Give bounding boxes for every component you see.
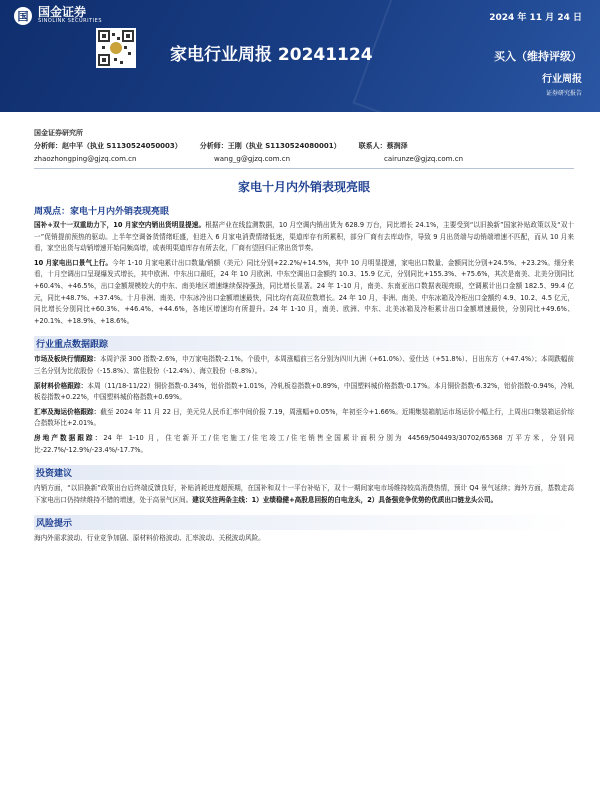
paragraph-text: 海内外需求波动、行业竞争加剧、原材料价格波动、汇率波动、关税波动风险。	[34, 534, 265, 543]
paragraph-market	[34, 354, 574, 377]
paragraph-text: 本周（11/18-11/22）铜价指数-0.34%，铝价指数+1.01%，冷轧板卷指数+0.89%，中国塑料城价格指数-0.17%。本月铜价指数-6.32%，铝价指数-0.94%，冷轧板卷指数+0.22%，中国塑料城价格指数+0.69%。	[34, 381, 574, 402]
paragraph-lead: 汇率及海运价格跟踪：	[34, 407, 101, 416]
section-data-tracking-heading: 行业重点数据跟踪	[34, 336, 574, 351]
paragraph-investment	[34, 483, 574, 506]
section-weekly-view-heading: 周观点：家电十月内外销表现亮眼	[34, 207, 170, 217]
email-2[interactable]: wang_g@gjzq.com.cn	[214, 155, 291, 163]
analyst-1: 分析师：赵中平（执业 S1130524050003）	[34, 142, 182, 150]
report-type: 行业周报	[542, 74, 582, 85]
paragraph-domestic-sales	[34, 220, 574, 255]
email-3[interactable]: cairunze@gjzq.com.cn	[384, 155, 464, 163]
paragraph-exports	[34, 258, 574, 328]
paragraph-lead: 10 月家电出口景气上行。	[34, 258, 113, 267]
paragraph-lead: 原材料价格跟踪：	[34, 381, 88, 390]
report-body	[34, 128, 574, 545]
divider	[34, 168, 574, 169]
institute-name: 国金证券研究所	[34, 129, 83, 137]
paragraph-text: 截至 2024 年 11 月 22 日，美元兑人民币汇率中间价报 7.19，周涨幅+0.05%，年初至今+1.66%。近期集装箱航运市场运价小幅上行，上周出口集装箱运价综合指数环比+2.01%。	[34, 407, 574, 428]
paragraph-text: 内销方面，“以旧换新”政策出台后终端反馈良好，补贴消耗进度超预期，在国补和双十一平台补贴下，双十一期间家电市场维持较高消费热情，预计 Q4 景气延续；海外方面，基数走高下家电出口仍持续维持不错的增速，处于高景气区间。	[34, 484, 574, 504]
report-date: 2024 年 11 月 24 日	[489, 13, 582, 23]
paragraph-risk	[34, 533, 574, 545]
paragraph-lead: 市场及板块行情跟踪：	[34, 355, 100, 364]
paragraph-text: 根据产业在线监测数据，10 月空调内销出货为 628.9 万台，同比增长 24.1%，主要受到“以旧换新”国家补贴政策以及“双十一”促销提前预热的驱动。上半年空调备货情绪旺盛，但进入 6 月家电消费情绪低迷，渠道库存有所累积，部分厂商有去库动作，导致 9 月出货端与动销端增速不匹配，而从 10 月来看，家空出货与动销增速开始同频高增，或表明渠道库存有所去化，厂商有望回归正常出货节奏。	[34, 221, 575, 253]
analyst-2: 分析师：王刚（执业 S1130524080001）	[199, 142, 341, 150]
report-subtype: 证券研究报告	[545, 90, 582, 97]
company-logo	[14, 6, 102, 25]
rating-label: 买入（维持评级）	[494, 50, 582, 63]
paragraph-text: 本周沪深 300 指数-2.6%，申万家电指数-2.1%。个股中，本周涨幅前三名分别为四川九洲（+61.0%）、爱仕达（+51.8%）、日出东方（+47.4%）；本周跌幅前三名分别为比依股份（-15.8%）、富佳股份（-12.4%）、海立股份（-8.8%）。	[34, 355, 575, 375]
contact-person: 联系人：蔡润泽	[358, 142, 408, 150]
header-banner	[0, 0, 600, 112]
paragraph-real-estate	[34, 433, 574, 456]
email-1[interactable]: zhaozhongping@gjzq.com.cn	[34, 155, 137, 163]
section-investment-heading: 投资建议	[34, 465, 574, 480]
logo-mark-icon: 国	[14, 7, 32, 25]
paragraph-lead: 国补+双十一双重助力下，10 月家空内销出货明显提速。	[34, 221, 206, 229]
report-header-title: 家电行业周报 20241124	[170, 45, 373, 65]
logo-en: SINOLINK SECURITIES	[38, 18, 102, 24]
paragraph-text: 今年 1-10 月家电累计出口数量/销额（美元）同比分别+22.2%/+14.5%，其中 10 月明显提速，家电出口数量、金额同比分别+24.5%、+23.2%。细分来看，十月空调出口呈现爆发式增长，其中欧洲、中东出口最旺，24 年 10 月欧洲、中东空调出口金额约 10.3、15.9 亿元，分别同比+155.3%、+75.6%，其次是南美、北美分别同比+60.4%、+46.5%，出口金额规模较大的中东、南美地区增速继续保持强劲，同比增长显著。24 年 1-10 月，南美、东南亚出口数据表现亮眼，空调累计出口金额 182.5、99.4 亿元，同比+48.7%、+37.4%。十月非洲、南美、中东冰冷出口金额增速最快，同比均有高双位数增长。24 年 10 月，非洲、南美、中东冰箱及冷柜出口金额约 4.9、10.2、4.5 亿元，同比增长分别同比+60.3%、+46.4%、+44.6%，各地区增速均有所提升。24 年 1-10 月，南美、欧洲、中东、北美冰箱及冷柜累计出口金额增速最快，分别同比+49.6%、+20.1%、+18.9%、+18.6%。	[34, 258, 574, 325]
paragraph-fx-shipping	[34, 407, 574, 430]
email-line	[34, 155, 574, 163]
section-risk-heading: 风险提示	[34, 515, 574, 530]
analyst-line	[34, 141, 574, 151]
paragraph-materials	[34, 381, 574, 404]
qr-code-icon	[96, 28, 136, 68]
logo-cn: 国金证券	[38, 5, 87, 19]
paragraph-lead: 房地产数据跟踪：	[34, 433, 104, 442]
report-title: 家电十月内外销表现亮眼	[237, 180, 370, 194]
paragraph-text: 24 年 1-10 月，住宅新开工/住宅施工/住宅竣工/住宅销售全国累计面积分别为 44569/504493/30702/65368 万平方米，分别同比-22.7%/-12.9%/-23.4%/-17.7%。	[34, 433, 575, 454]
paragraph-emphasis: 建议关注两条主线：1）业绩稳健+高股息回报的白电龙头，2）具备强竞争优势的优质出口链龙头公司。	[192, 495, 498, 504]
